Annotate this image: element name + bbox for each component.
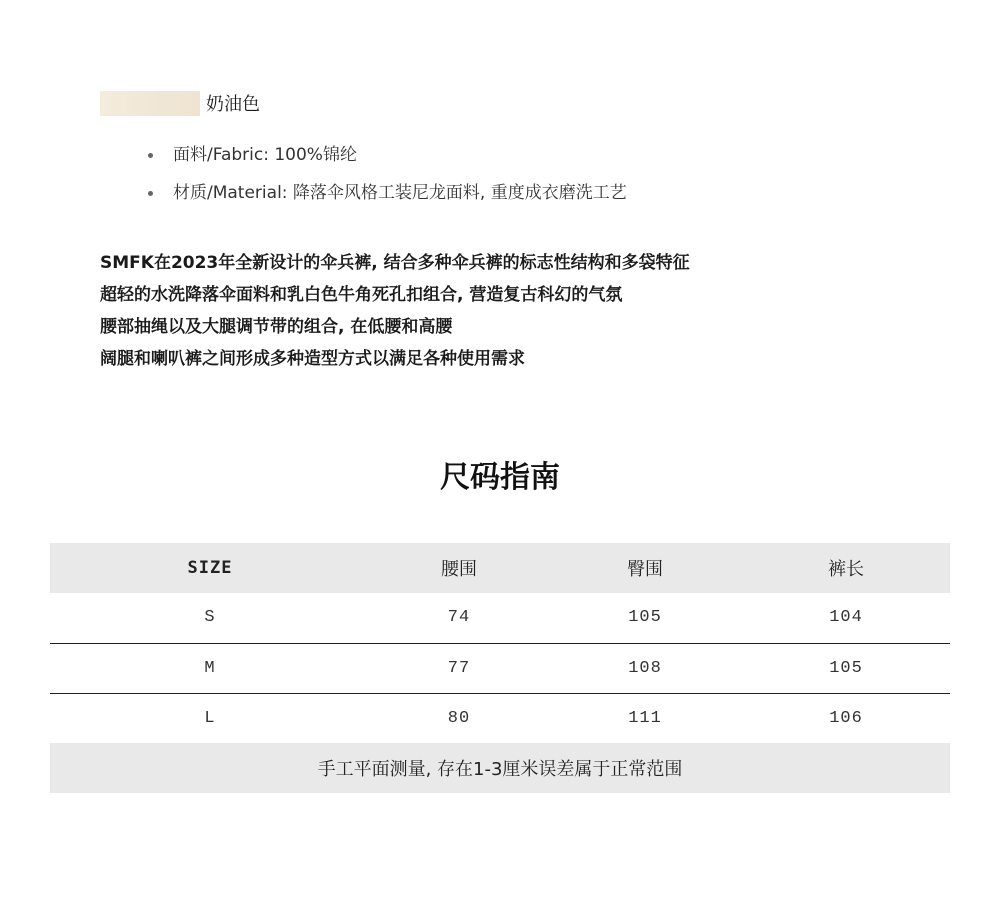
cell-waist: 77 bbox=[370, 643, 548, 693]
spec-item-material bbox=[148, 178, 627, 216]
cell-length: 104 bbox=[742, 593, 950, 643]
cell-length: 105 bbox=[742, 643, 950, 693]
cell-size: L bbox=[204, 708, 216, 728]
product-description bbox=[100, 249, 900, 377]
description-line: 超轻的水洗降落伞面料和乳白色牛角死孔扣组合, 营造复古科幻的气氛 bbox=[100, 285, 623, 305]
cell-size: S bbox=[50, 593, 370, 643]
spec-item-label: 面料/Fabric: 100%锦纶 bbox=[173, 145, 357, 165]
measurement-note: 手工平面测量, 存在1-3厘米误差属于正常范围 bbox=[317, 759, 683, 780]
header-size: SIZE bbox=[187, 558, 233, 578]
spec-item-label: 材质/Material: 降落伞风格工装尼龙面料, 重度成衣磨洗工艺 bbox=[173, 183, 627, 203]
measurement-note-row bbox=[50, 743, 950, 793]
bullet-icon bbox=[148, 153, 153, 158]
cell-hip: 111 bbox=[628, 708, 662, 728]
description-line: SMFK在2023年全新设计的伞兵裤, 结合多种伞兵裤的标志性结构和多袋特征 bbox=[100, 253, 690, 273]
table-header-row bbox=[50, 543, 950, 593]
table-row bbox=[50, 693, 950, 743]
cell-length: 106 bbox=[829, 708, 863, 728]
table-row bbox=[50, 643, 950, 693]
size-table bbox=[50, 543, 950, 793]
header-waist: 腰围 bbox=[441, 559, 477, 580]
cell-hip: 105 bbox=[548, 593, 742, 643]
bullet-icon bbox=[148, 191, 153, 196]
cell-hip: 108 bbox=[548, 643, 742, 693]
table-row bbox=[50, 593, 950, 643]
color-swatch bbox=[100, 91, 200, 116]
spec-item-fabric bbox=[148, 140, 627, 178]
size-guide-title: 尺码指南 bbox=[440, 460, 560, 495]
description-line: 阔腿和喇叭裤之间形成多种造型方式以满足各种使用需求 bbox=[100, 349, 525, 369]
description-line: 腰部抽绳以及大腿调节带的组合, 在低腰和高腰 bbox=[100, 317, 453, 337]
spec-list bbox=[148, 140, 627, 216]
header-length: 裤长 bbox=[828, 559, 864, 580]
cell-waist: 74 bbox=[370, 593, 548, 643]
cell-waist: 80 bbox=[447, 708, 471, 728]
header-hip: 臀围 bbox=[627, 559, 663, 580]
cell-size: M bbox=[50, 643, 370, 693]
color-name: 奶油色 bbox=[206, 94, 260, 115]
color-option bbox=[100, 90, 260, 116]
